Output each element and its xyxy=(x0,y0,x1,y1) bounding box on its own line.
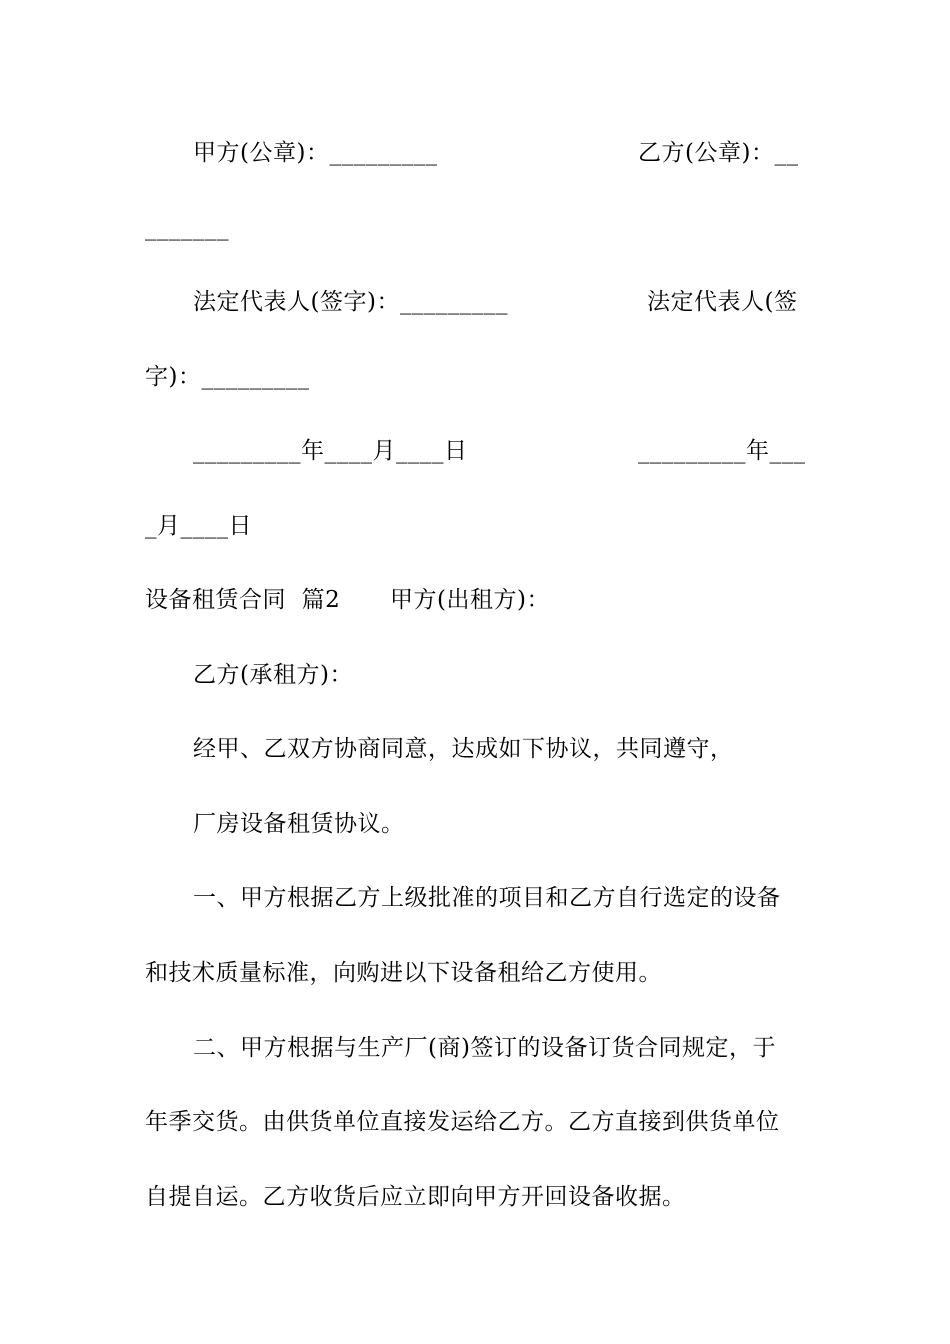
party-a-legal-rep-line: 法定代表人(签字)：_________ xyxy=(193,289,508,315)
party-a-date-line: _________年____月____日 xyxy=(193,438,468,464)
clause-2-line-2: 年季交货。由供货单位直接发运给乙方。乙方直接到供货单位 xyxy=(145,1109,780,1135)
party-b-legal-rep-line: 法定代表人(签 xyxy=(647,289,798,315)
clause-1-line-2: 和技术质量标准，向购进以下设备租给乙方使用。 xyxy=(145,960,662,986)
agreement-intro: 经甲、乙双方协商同意，达成如下协议，共同遵守， xyxy=(193,736,734,762)
party-b-legal-rep-line-continued: 字)：_________ xyxy=(145,364,310,390)
lessee-label: 乙方(承租方)： xyxy=(193,662,353,688)
clause-1-line-1: 一、甲方根据乙方上级批准的项目和乙方自行选定的设备 xyxy=(193,885,781,911)
party-b-date-line-continued: _月____日 xyxy=(145,513,252,539)
party-b-seal-line-continued: _______ xyxy=(145,215,229,241)
party-b-date-line: _________年___ xyxy=(638,438,806,464)
clause-2-line-1: 二、甲方根据与生产厂(商)签订的设备订货合同规定，于 xyxy=(193,1035,776,1061)
clause-2-line-3: 自提自运。乙方收货后应立即向甲方开回设备收据。 xyxy=(145,1184,686,1210)
lessor-label: 甲方(出租方)： xyxy=(390,587,550,613)
party-b-seal-line: 乙方(公章)：__ xyxy=(638,140,799,166)
agreement-name: 厂房设备租赁协议。 xyxy=(193,811,405,837)
contract-section-title: 设备租赁合同 篇2 xyxy=(145,587,341,613)
party-a-seal-line: 甲方(公章)：_________ xyxy=(193,140,438,166)
